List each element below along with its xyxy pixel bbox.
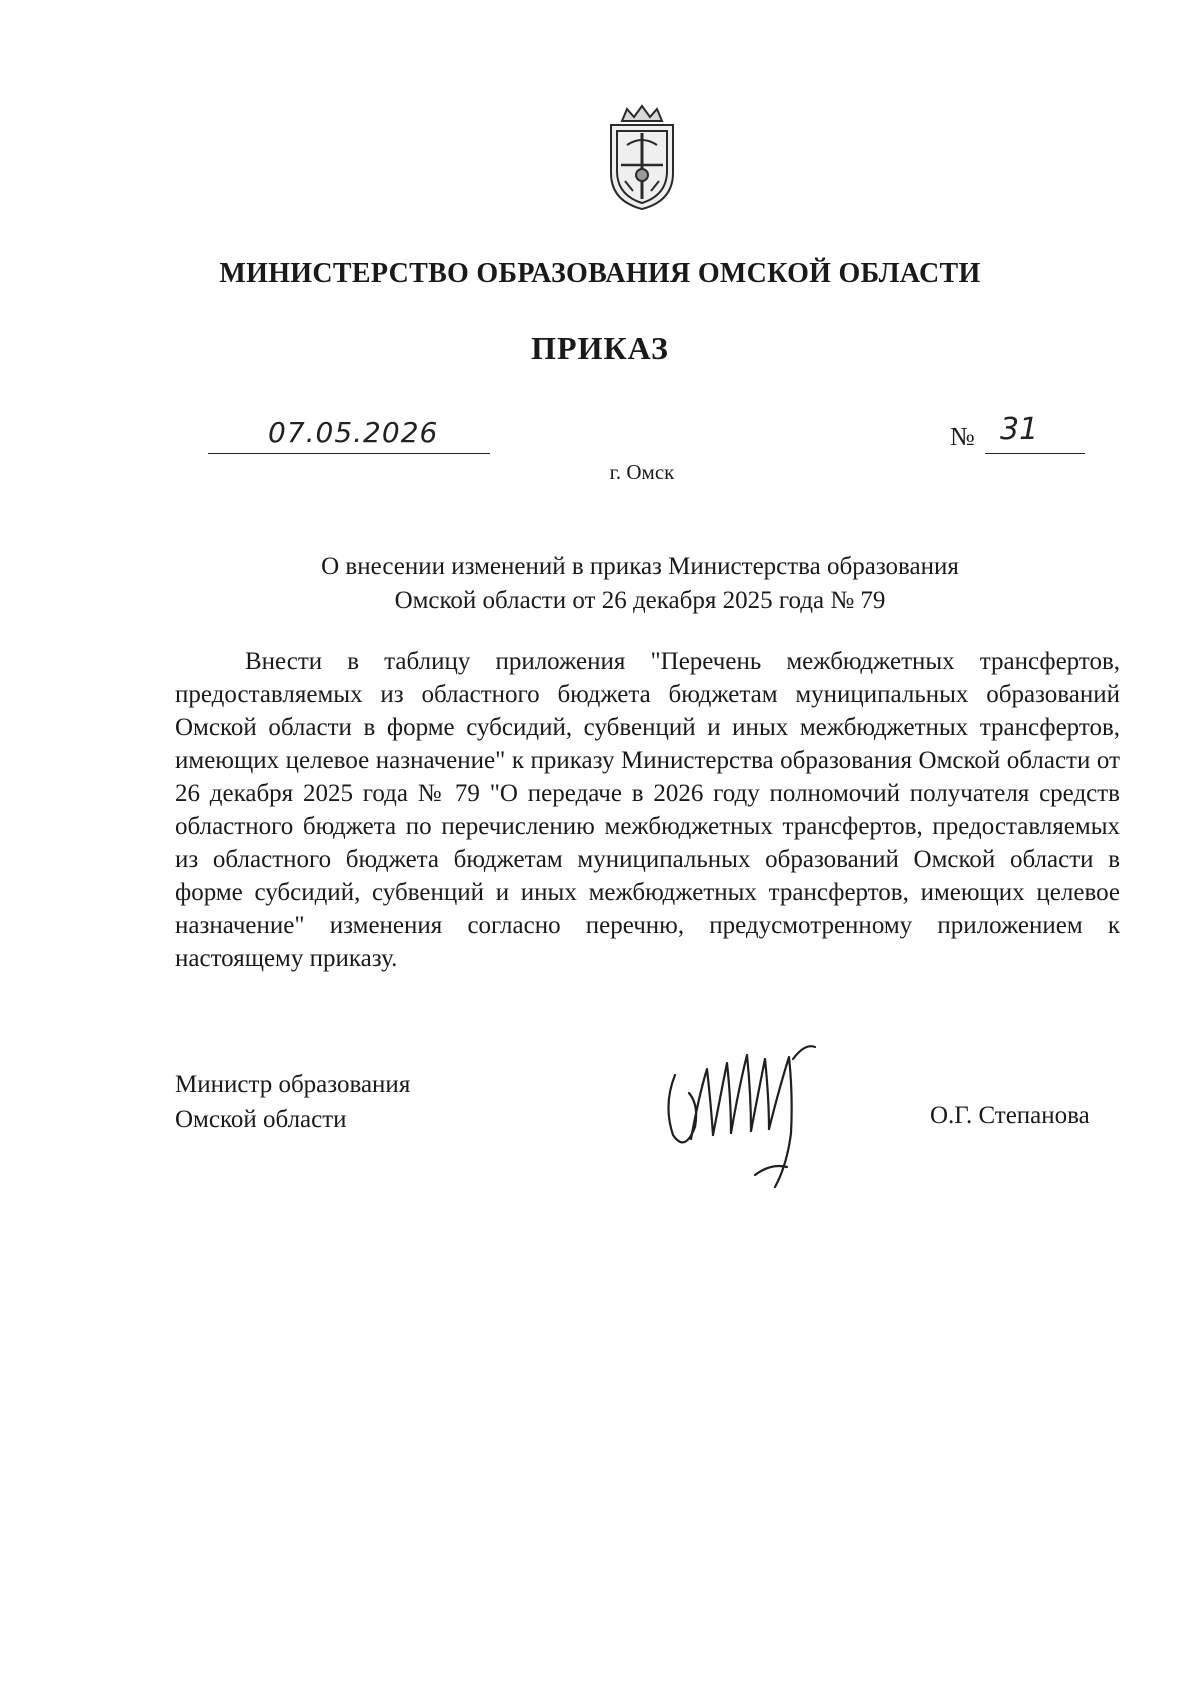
order-body: Внести в таблицу приложения "Перечень межбюджетных трансфертов, предоставляемых из областного бюджета бюджетам муниципальных образований Омской области в форме субсидий, субвенций и иных межбюджетных трансфертов, имеющих целевое назначение" к приказу Министерства образования Омской области от 26 декабря 2025 года № 79 "О передаче в 2026 году полномочий получателя средств областного бюджета по перечислению межбюджетных трансфертов, предоставляемых из областного бюджета бюджетам муниципальных образований Омской области в форме субсидий, субвенций и иных межбюджетных трансфертов, имеющих целевое назначение" изменения согласно перечню, предусмотренному приложением к настоящему приказу. xyxy=(175,648,1120,972)
date-underline xyxy=(208,453,490,454)
signer-position xyxy=(175,1067,410,1137)
handwritten-signature xyxy=(655,1035,830,1195)
subject-line-2: Омской области от 26 декабря 2025 года № 79 xyxy=(394,587,886,614)
ministry-title: МИНИСТЕРСТВО ОБРАЗОВАНИЯ ОМСКОЙ ОБЛАСТИ xyxy=(219,258,981,289)
order-subject xyxy=(200,550,1080,618)
order-date: 07.05.2026 xyxy=(268,416,439,449)
order-number: 31 xyxy=(1000,412,1039,447)
coat-of-arms-icon xyxy=(597,103,687,213)
city-label: г. Омск xyxy=(609,460,675,484)
signer-title-line-2: Омской области xyxy=(175,1106,347,1133)
number-underline xyxy=(985,453,1085,454)
document-type: ПРИКАЗ xyxy=(531,330,669,366)
number-label: № xyxy=(950,422,975,451)
signer-name: О.Г. Степанова xyxy=(930,1102,1090,1129)
subject-line-1: О внесении изменений в приказ Министерства образования xyxy=(321,553,959,580)
signer-title-line-1: Министр образования xyxy=(175,1071,411,1098)
